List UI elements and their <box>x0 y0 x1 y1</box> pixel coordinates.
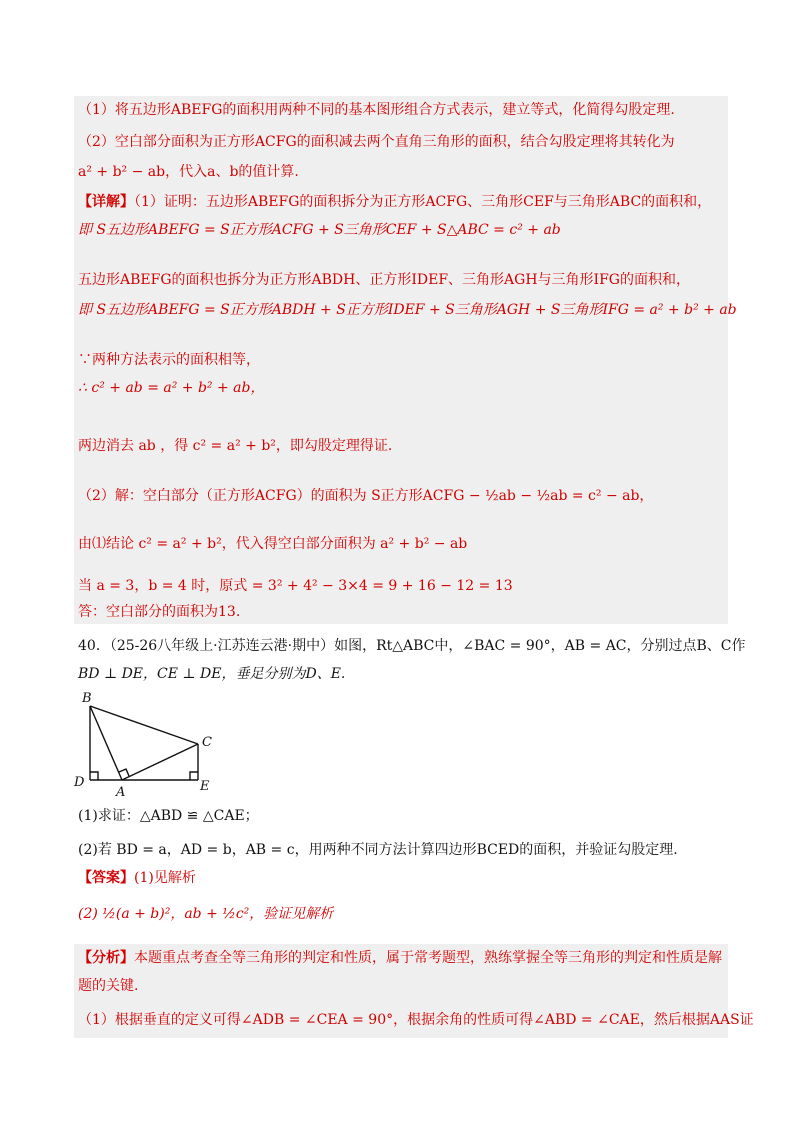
detail-equation-1: 即 S五边形ABEFG = S正方形ACFG + S三角形CEF + S△ABC = c² + ab <box>78 222 561 238</box>
answer-line: 答：空白部分的面积为13. <box>78 604 241 620</box>
answer-label: 【答案】 <box>78 870 134 886</box>
detail-line-2: 五边形ABEFG的面积也拆分为正方形ABDH、正方形IDEF、三角形AGH与三角形IFG的面积和， <box>78 272 690 288</box>
analysis-row-1 <box>78 948 722 968</box>
label-B: B <box>82 691 92 706</box>
analysis-line-2: （2）空白部分面积为正方形ACFG的面积减去两个直角三角形的面积，结合勾股定理将其转化为 <box>78 134 675 150</box>
label-D: D <box>74 775 85 790</box>
label-E: E <box>200 779 210 794</box>
analysis-row-2: （1）根据垂直的定义可得∠ADB = ∠CEA = 90°，根据余角的性质可得∠ABD = ∠CAE，然后根据AAS证 <box>78 1012 754 1028</box>
problem-40-stem-2: BD ⊥ DE，CE ⊥ DE，垂足分别为D、E. <box>78 666 346 682</box>
answer-row-1 <box>78 868 196 888</box>
analysis-label: 【分析】 <box>78 950 134 966</box>
question-2: (2)若 BD = a，AD = b，AB = c，用两种不同方法计算四边形BCED的面积，并验证勾股定理. <box>78 842 678 858</box>
segment-BA <box>90 706 122 780</box>
answer-row-2: (2) ½(a + b)²，ab + ½c²，验证见解析 <box>78 906 334 922</box>
therefore-line: ∴ c² + ab = a² + b² + ab， <box>78 380 265 396</box>
answer-text-1: (1)见解析 <box>134 870 196 886</box>
label-C: C <box>202 735 212 750</box>
label-A: A <box>116 785 126 800</box>
detail-equation-2: 即 S五边形ABEFG = S正方形ABDH + S正方形IDEF + S三角形AGH + S三角形IFG = a² + b² + ab <box>78 302 737 318</box>
part2-line-b: 由⑴结论 c² = a² + b²，代入得空白部分面积为 a² + b² − ab <box>78 536 468 552</box>
question-1: (1)求证：△ABD ≌ △CAE； <box>78 808 259 824</box>
geometry-diagram <box>70 690 250 800</box>
segment-BC <box>90 706 198 744</box>
detail-text-1: （1）证明：五边形ABEFG的面积拆分为正方形ACFG、三角形CEF与三角形ABC的面积和， <box>134 194 712 210</box>
analysis-text-1: 本题重点考查全等三角形的判定和性质，属于常考题型，熟练掌握全等三角形的判定和性质是解 <box>134 950 722 966</box>
problem-40-stem-1: 40．（25-26八年级上·江苏连云港·期中）如图，Rt△ABC中，∠BAC = 90°，AB = AC，分别过点B、C作 <box>78 638 746 654</box>
right-angle-E <box>190 772 198 780</box>
right-angle-D <box>90 772 98 780</box>
cancel-line: 两边消去 ab ，得 c² = a² + b²，即勾股定理得证. <box>78 438 393 454</box>
part2-line-c: 当 a = 3，b = 4 时，原式 = 3² + 4² − 3×4 = 9 + 16 − 12 = 13 <box>78 578 513 594</box>
part2-line: （2）解：空白部分（正方形ACFG）的面积为 S正方形ACFG − ½ab − ½ab = c² − ab， <box>78 488 654 504</box>
detail-label: 【详解】 <box>78 194 134 210</box>
detail-line-1 <box>78 192 711 212</box>
because-line: ∵两种方法表示的面积相等， <box>78 352 260 368</box>
analysis-line-2b: a² + b² − ab，代入a、b的值计算. <box>78 164 299 180</box>
analysis-row-1b: 题的关键. <box>78 978 139 994</box>
analysis-line-1: （1）将五边形ABEFG的面积用两种不同的基本图形组合方式表示，建立等式，化简得勾股定理. <box>78 102 675 118</box>
segment-AC <box>122 744 198 780</box>
